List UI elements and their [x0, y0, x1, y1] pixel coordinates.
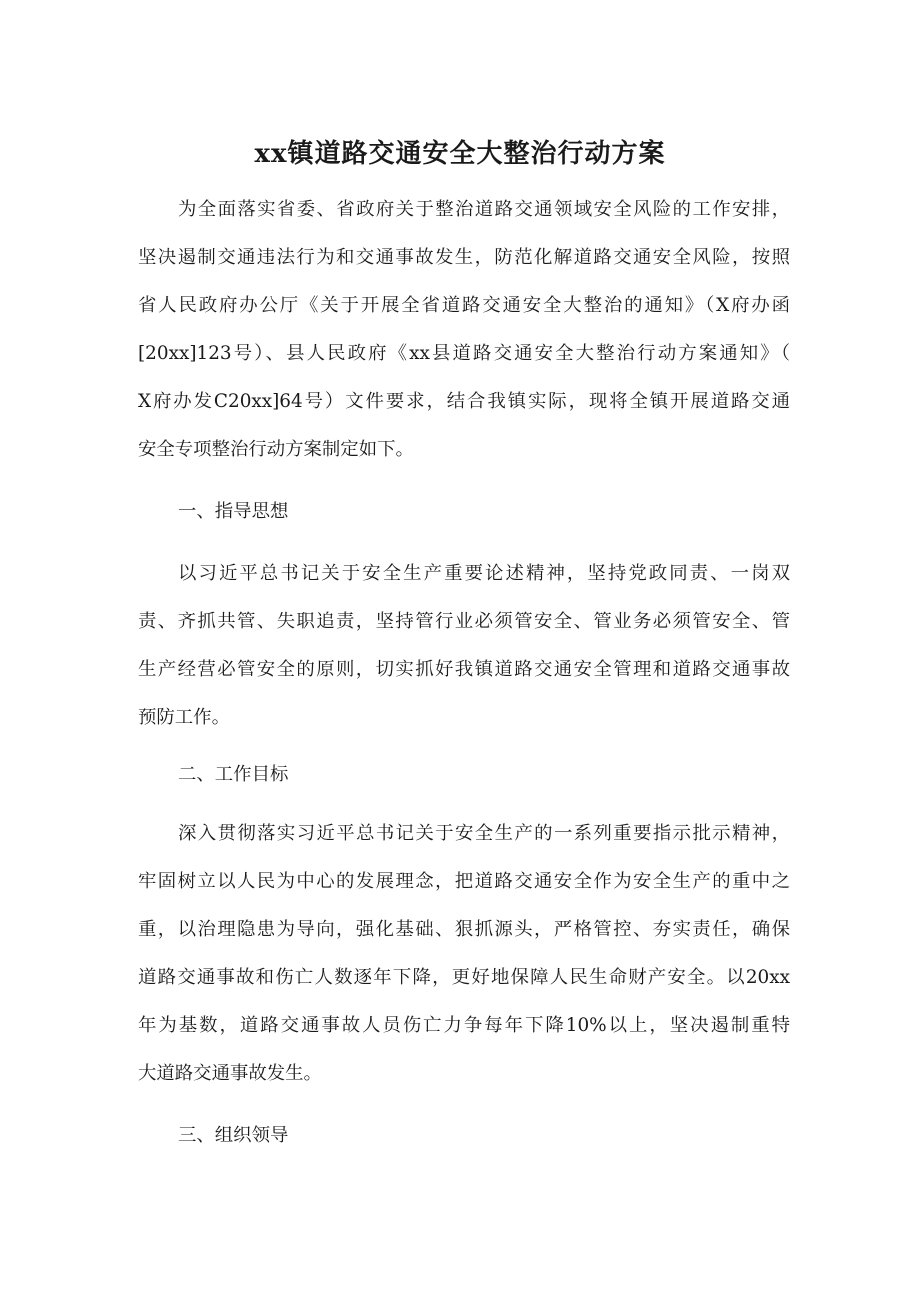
section2-line-4: 道路交通事故和伤亡人数逐年下降，更好地保障人民生命财产安全。以20xx	[138, 967, 790, 988]
section-heading-organization: 三、组织领导	[178, 1125, 289, 1146]
section1-line-3: 生产经营必管安全的原则，切实抓好我镇道路交通安全管理和道路交通事故	[138, 659, 790, 680]
section2-line-6: 大道路交通事故发生。	[138, 1063, 322, 1084]
section2-line-3: 重，以治理隐患为导向，强化基础、狠抓源头，严格管控、夯实责任，确保	[138, 919, 790, 940]
section1-line-2: 责、齐抓共管、失职追责，坚持管行业必须管安全、管业务必须管安全、管	[138, 611, 790, 632]
section1-line-1: 以习近平总书记关于安全生产重要论述精神，坚持党政同责、一岗双	[178, 563, 790, 584]
section2-line-2: 牢固树立以人民为中心的发展理念，把道路交通安全作为安全生产的重中之	[138, 871, 790, 892]
section-heading-guiding-thought: 一、指导思想	[178, 501, 289, 522]
intro-line-6: 安全专项整治行动方案制定如下。	[138, 439, 414, 460]
intro-line-4: [20xx]123号）、县人民政府《xx县道路交通安全大整治行动方案通知》（	[138, 343, 790, 364]
intro-line-2: 坚决遏制交通违法行为和交通事故发生，防范化解道路交通安全风险，按照	[138, 247, 790, 268]
intro-line-1: 为全面落实省委、省政府关于整治道路交通领域安全风险的工作安排，	[178, 199, 790, 220]
section-heading-work-goals: 二、工作目标	[178, 764, 289, 785]
document-title: xx镇道路交通安全大整治行动方案	[254, 139, 666, 169]
intro-line-5: X府办发C20xx]64号）文件要求，结合我镇实际，现将全镇开展道路交通	[138, 391, 790, 412]
intro-line-3: 省人民政府办公厅《关于开展全省道路交通安全大整治的通知》（X府办函	[138, 295, 790, 316]
section2-line-5: 年为基数，道路交通事故人员伤亡力争每年下降10%以上，坚决遏制重特	[138, 1015, 790, 1036]
section2-line-1: 深入贯彻落实习近平总书记关于安全生产的一系列重要指示批示精神，	[178, 823, 790, 844]
section1-line-4: 预防工作。	[138, 707, 230, 728]
